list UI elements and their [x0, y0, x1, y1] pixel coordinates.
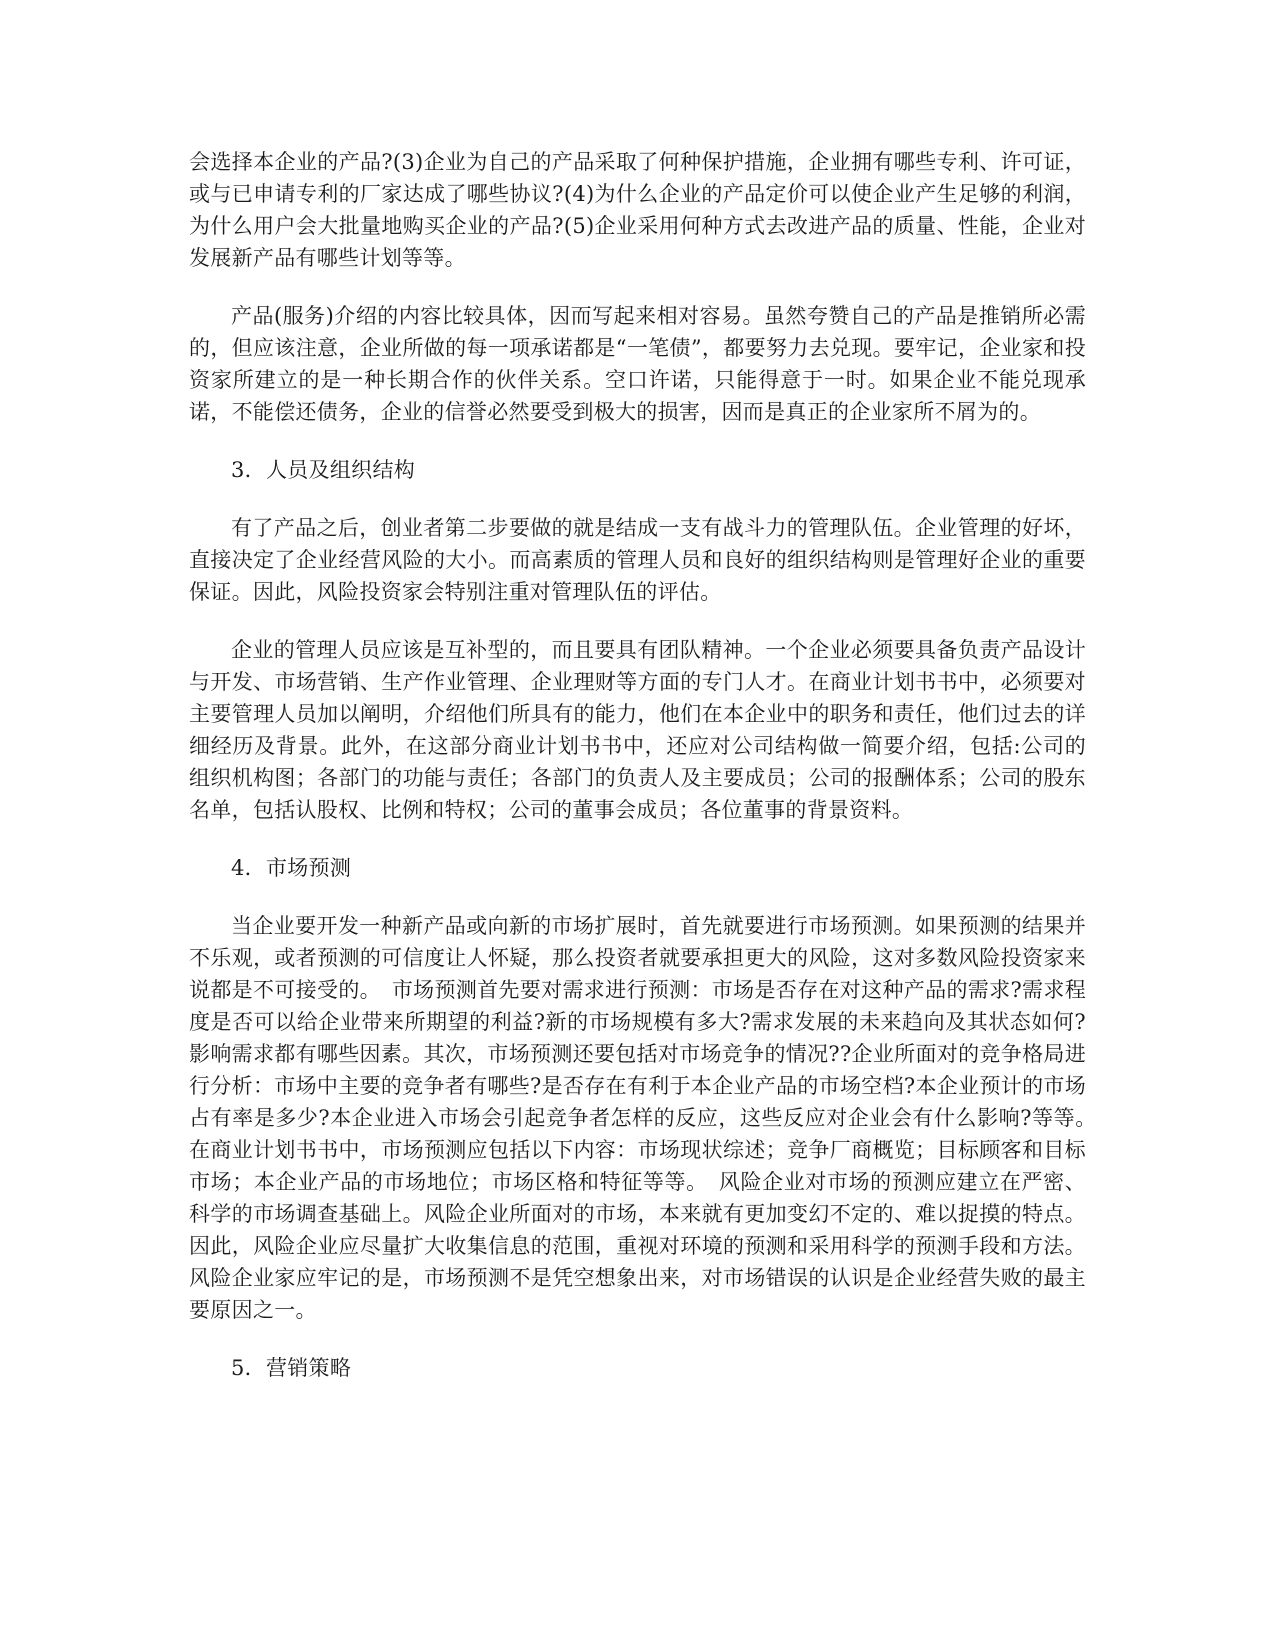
section-heading-personnel: 3．人员及组织结构: [231, 458, 416, 482]
paragraph-organization-structure: 企业的管理人员应该是互补型的，而且要具有团队精神。一个企业必须要具备负责产品设计与开发、市场营销、生产作业管理、企业理财等方面的专门人才。在商业计划书书中，必须要对主要管理人员加以阐明，介绍他们所具有的能力，他们在本企业中的职务和责任，他们过去的详细经历及背景。此外，在这部分商业计划书书中，还应对公司结构做一简要介绍，包括:公司的组织机构图；各部门的功能与责任；各部门的负责人及主要成员；公司的报酬体系；公司的股东名单，包括认股权、比例和特权；公司的董事会成员；各位董事的背景资料。: [189, 638, 1086, 822]
paragraph-product-description: 产品(服务)介绍的内容比较具体，因而写起来相对容易。虽然夸赞自己的产品是推销所必需的，但应该注意，企业所做的每一项承诺都是“一笔债”，都要努力去兑现。要牢记，企业家和投资家所建立的是一种长期合作的伙伴关系。空口许诺，只能得意于一时。如果企业不能兑现承诺，不能偿还债务，企业的信誉必然要受到极大的损害，因而是真正的企业家所不屑为的。: [189, 304, 1086, 424]
paragraph-market-forecast: 当企业要开发一种新产品或向新的市场扩展时，首先就要进行市场预测。如果预测的结果并不乐观，或者预测的可信度让人怀疑，那么投资者就要承担更大的风险，这对多数风险投资家来说都是不可接受的。 市场预测首先要对需求进行预测：市场是否存在对这种产品的需求?需求程度是否可以给企业带来所期望的利益?新的市场规模有多大?需求发展的未来趋向及其状态如何?影响需求都有哪些因素。其次，市场预测还要包括对市场竞争的情况??企业所面对的竞争格局进行分析：市场中主要的竞争者有哪些?是否存在有利于本企业产品的市场空档?本企业预计的市场占有率是多少?本企业进入市场会引起竞争者怎样的反应，这些反应对企业会有什么影响?等等。 在商业计划书书中，市场预测应包括以下内容：市场现状综述；竞争厂商概览；目标顾客和目标市场；本企业产品的市场地位；市场区格和特征等等。 风险企业对市场的预测应建立在严密、科学的市场调查基础上。风险企业所面对的市场，本来就有更加变幻不定的、难以捉摸的特点。因此，风险企业应尽量扩大收集信息的范围，重视对环境的预测和采用科学的预测手段和方法。风险企业家应牢记的是，市场预测不是凭空想象出来，对市场错误的认识是企业经营失败的最主要原因之一。: [189, 914, 1108, 1322]
paragraph-product-questions: 会选择本企业的产品?(3)企业为自己的产品采取了何种保护措施，企业拥有哪些专利、许可证，或与已申请专利的厂家达成了哪些协议?(4)为什么企业的产品定价可以使企业产生足够的利润，为什么用户会大批量地购买企业的产品?(5)企业采用何种方式去改进产品的质量、性能，企业对发展新产品有哪些计划等等。: [189, 150, 1086, 270]
section-heading-marketing-strategy: 5．营销策略: [231, 1356, 352, 1380]
paragraph-management-team: 有了产品之后，创业者第二步要做的就是结成一支有战斗力的管理队伍。企业管理的好坏，直接决定了企业经营风险的大小。而高素质的管理人员和良好的组织结构则是管理好企业的重要保证。因此，风险投资家会特别注重对管理队伍的评估。: [189, 516, 1086, 604]
section-heading-market-forecast: 4．市场预测: [231, 856, 352, 880]
document-body: [189, 146, 1108, 1410]
